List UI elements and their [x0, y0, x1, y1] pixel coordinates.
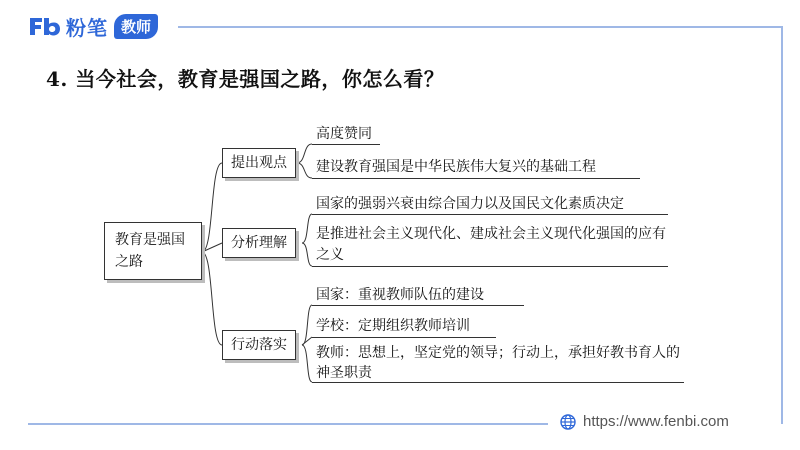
question-title: 4. 当今社会，教育是强国之路，你怎么看？ — [46, 67, 445, 91]
leaf-viewpoint-2: 建设教育强国是中华民族伟大复兴的基础工程 — [316, 159, 596, 175]
branch-node-analysis: 分析理解 — [222, 228, 296, 258]
mindmap-root-node: 教育是强国之路 — [104, 222, 202, 280]
leaf-underline — [312, 337, 496, 338]
footer-url-text[interactable]: https://www.fenbi.com — [583, 413, 729, 430]
leaf-underline — [312, 305, 524, 306]
branch-node-action: 行动落实 — [222, 330, 296, 360]
logo-brand-text: 粉笔 — [66, 15, 108, 40]
branch-node-viewpoint: 提出观点 — [222, 148, 296, 178]
logo-badge: 教师 — [114, 14, 158, 39]
leaf-underline — [312, 214, 668, 215]
globe-icon — [560, 414, 576, 430]
leaf-underline — [312, 266, 668, 267]
leaf-action-1: 国家：重视教师队伍的建设 — [316, 287, 484, 303]
leaf-underline — [312, 144, 380, 145]
leaf-viewpoint-1: 高度赞同 — [316, 126, 372, 142]
leaf-analysis-2: 是推进社会主义现代化、建成社会主义现代化强国的应有之义 — [316, 226, 666, 263]
leaf-action-3: 教师：思想上，坚定党的领导；行动上，承担好教书育人的神圣职责 — [316, 345, 680, 381]
leaf-underline — [312, 382, 684, 383]
leaf-analysis-1: 国家的强弱兴衰由综合国力以及国民文化素质决定 — [316, 196, 624, 212]
leaf-underline — [312, 178, 640, 179]
footer-url[interactable] — [560, 413, 729, 430]
leaf-action-2: 学校：定期组织教师培训 — [316, 318, 470, 334]
